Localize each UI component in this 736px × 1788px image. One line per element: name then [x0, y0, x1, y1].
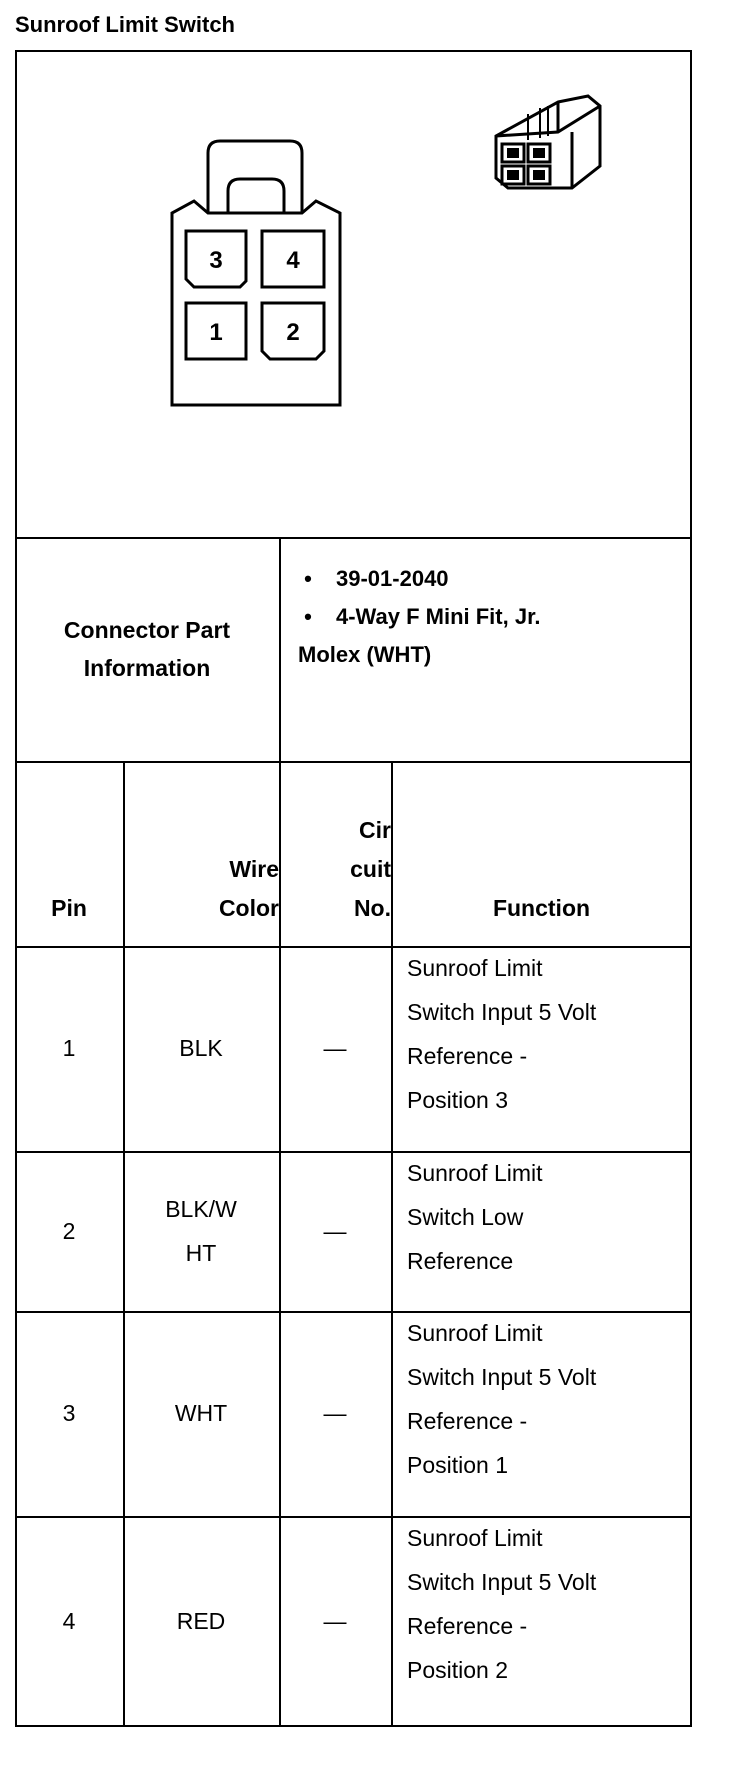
row-4-function: Sunroof Limit Switch Input 5 Volt Reference - Position 2 [407, 1525, 597, 1683]
row-1-function: Sunroof Limit Switch Input 5 Volt Reference - Position 3 [407, 955, 597, 1113]
header-wire-color: Wire Color [218, 856, 279, 921]
row-4-pin: 4 [62, 1608, 76, 1634]
pin-label-1: 1 [209, 319, 223, 346]
row-3-wire: WHT [174, 1400, 228, 1426]
row-4-wire: RED [176, 1608, 226, 1634]
row-2-pin: 2 [62, 1217, 76, 1244]
header-function: Function [492, 895, 591, 921]
connector-face-diagram [160, 135, 350, 410]
page-title: Sunroof Limit Switch [15, 12, 235, 37]
connector-isometric-diagram [488, 92, 618, 222]
connector-part-extra: Molex (WHT) [298, 642, 432, 667]
row-1-pin: 1 [62, 1035, 76, 1061]
row-4-circuit: — [323, 1608, 347, 1634]
pin-label-3: 3 [209, 247, 223, 274]
row-3-circuit: — [323, 1400, 347, 1426]
connector-part-info [298, 560, 683, 674]
connector-part-label: Connector Part Information [63, 617, 231, 681]
header-circuit-no: Cir cuit No. [350, 817, 391, 921]
row-3-function: Sunroof Limit Switch Input 5 Volt Reference - Position 1 [407, 1320, 597, 1478]
connector-part-item: • 4-Way F Mini Fit, Jr. [298, 604, 541, 629]
row-1-circuit: — [323, 1035, 347, 1061]
pin-label-4: 4 [286, 247, 300, 274]
row-3-pin: 3 [62, 1400, 76, 1426]
row-2-wire: BLK/W HT [165, 1196, 237, 1266]
row-1-wire: BLK [179, 1035, 223, 1061]
row-2-function: Sunroof Limit Switch Low Reference [407, 1160, 543, 1274]
row-2-circuit: — [323, 1217, 347, 1244]
header-pin: Pin [51, 895, 87, 921]
connector-part-item: • 39-01-2040 [298, 566, 449, 591]
pin-label-2: 2 [286, 319, 300, 346]
